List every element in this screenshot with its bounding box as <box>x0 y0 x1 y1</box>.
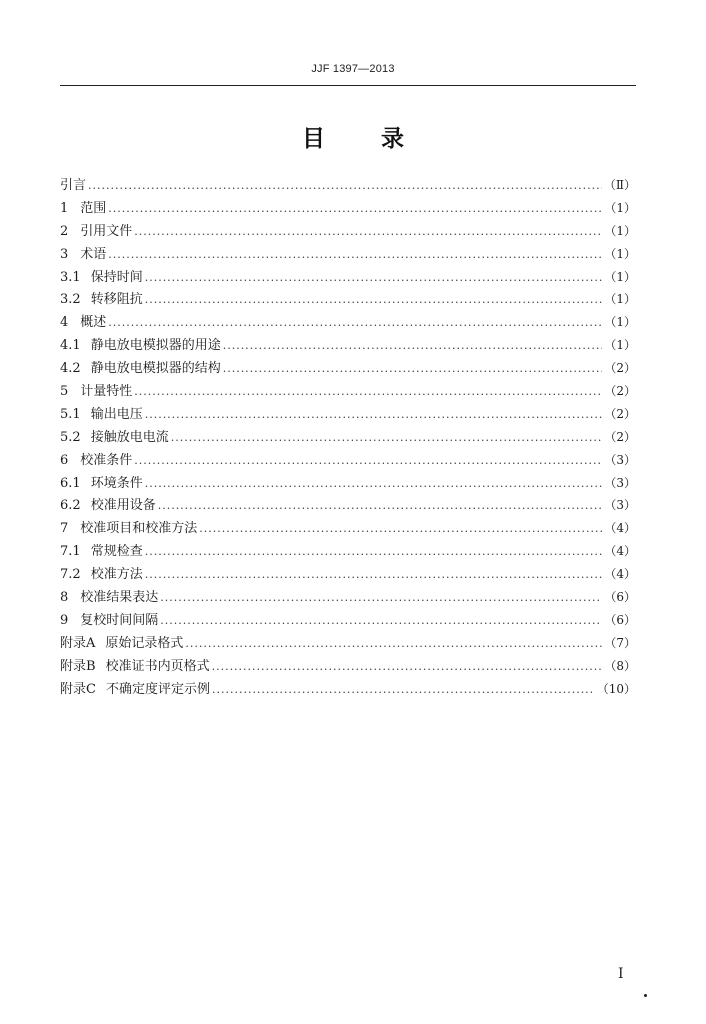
dot-leader <box>223 358 603 381</box>
toc-entry-label: 常规检查 <box>90 544 143 560</box>
toc-entry[interactable] <box>60 220 636 243</box>
toc-entry[interactable] <box>60 197 636 220</box>
toc-entry-number: 6.1 <box>60 475 81 491</box>
dot-leader <box>145 473 603 496</box>
toc-entry[interactable] <box>60 380 636 403</box>
toc-entry-number: 5.1 <box>60 406 81 422</box>
toc-entry[interactable] <box>60 517 636 540</box>
toc-entry-label: 概述 <box>80 315 107 331</box>
toc-entry[interactable] <box>60 472 636 495</box>
dot-leader <box>199 518 602 541</box>
dot-leader <box>160 587 602 610</box>
toc-entry-page: （Ⅱ） <box>603 178 636 192</box>
toc-entry-number: 6 <box>60 452 69 468</box>
toc-entry[interactable] <box>60 586 636 609</box>
toc-entry-label: 转移阻抗 <box>90 292 143 308</box>
toc-entry-page: （2） <box>604 406 636 421</box>
toc-entry-page: （3） <box>604 498 636 513</box>
toc-entry-label: 静电放电模拟器的结构 <box>90 361 221 377</box>
toc-entry-label: 复校时间间隔 <box>80 612 159 628</box>
toc-entry-page: （1） <box>604 338 636 353</box>
toc-entry-number: 5.2 <box>60 429 81 445</box>
toc-entry-number: 7.1 <box>60 544 81 560</box>
toc-entry-number: 1 <box>60 200 69 216</box>
toc-entry-label: 不确定度评定示例 <box>105 681 210 697</box>
dot-leader <box>185 633 602 656</box>
toc-entry-number: 附录C <box>60 681 96 697</box>
toc-entry[interactable] <box>60 334 636 357</box>
dot-leader <box>145 541 603 564</box>
dot-leader <box>223 335 603 358</box>
toc-entry-label: 保持时间 <box>90 269 143 285</box>
dot-leader <box>108 244 602 267</box>
toc-entry-number: 7.2 <box>60 567 81 583</box>
toc-entry-label: 输出电压 <box>90 406 143 422</box>
toc-entry[interactable] <box>60 174 636 197</box>
dot-leader <box>108 312 602 335</box>
toc-entry-number: 8 <box>60 590 69 606</box>
dot-leader <box>145 404 603 427</box>
toc-entry[interactable] <box>60 655 636 678</box>
toc-entry-number: 3.2 <box>60 292 81 308</box>
toc-entry-number: 4.2 <box>60 361 81 377</box>
toc-entry-page: （3） <box>604 452 636 467</box>
toc-entry-label: 引用文件 <box>80 223 133 239</box>
toc-entry[interactable] <box>60 288 636 311</box>
toc-entry-label: 校准证书内页格式 <box>105 658 210 674</box>
toc-entry-number: 3.1 <box>60 269 81 285</box>
toc-entry-label: 接触放电电流 <box>90 429 169 445</box>
toc-entry-label: 原始记录格式 <box>105 635 184 651</box>
toc-entry-page: （4） <box>604 544 636 559</box>
toc-entry-page: （1） <box>604 200 636 215</box>
toc-entry[interactable] <box>60 632 636 655</box>
dot-leader <box>145 564 603 587</box>
toc-entry-label: 范围 <box>80 200 107 216</box>
toc-entry-label: 引言 <box>60 178 87 193</box>
toc-entry-label: 校准结果表达 <box>80 590 159 606</box>
toc-entry-number: 5 <box>60 384 69 400</box>
toc-entry-number: 7 <box>60 521 69 537</box>
toc-entry-label: 静电放电模拟器的用途 <box>90 338 221 354</box>
toc-entry-label: 环境条件 <box>90 475 143 491</box>
page-number: Ⅰ <box>618 966 624 982</box>
toc-entry-label: 计量特性 <box>80 384 133 400</box>
toc-entry-page: （2） <box>604 361 636 376</box>
toc-entry[interactable] <box>60 357 636 380</box>
toc-entry-label: 术语 <box>80 246 107 262</box>
toc-entry-page: （10） <box>596 681 636 696</box>
toc-entry-number: 2 <box>60 223 69 239</box>
toc-entry-number: 6.2 <box>60 498 81 514</box>
dot-leader <box>160 610 602 633</box>
dot-leader <box>88 175 602 198</box>
header-rule <box>60 85 636 86</box>
toc-entry-number: 9 <box>60 612 69 628</box>
toc-entry-label: 校准用设备 <box>90 498 156 514</box>
toc-entry[interactable] <box>60 449 636 472</box>
toc-entry-page: （1） <box>604 292 636 307</box>
dot-leader <box>212 656 603 679</box>
toc-entry-page: （8） <box>604 658 636 673</box>
document-header: JJF 1397—2013 <box>311 63 395 75</box>
toc-entry-number: 附录A <box>60 635 96 651</box>
toc-entry[interactable] <box>60 678 636 701</box>
toc-entry[interactable] <box>60 403 636 426</box>
toc-entry-number: 3 <box>60 246 69 262</box>
toc-entry-page: （7） <box>604 635 636 650</box>
toc-entry-label: 校准项目和校准方法 <box>80 521 198 537</box>
toc-entry-page: （1） <box>604 315 636 330</box>
toc-entry[interactable] <box>60 609 636 632</box>
dot-leader <box>158 495 603 518</box>
table-of-contents <box>60 174 636 700</box>
dot-leader <box>212 679 595 702</box>
dot-leader <box>134 450 602 473</box>
toc-entry[interactable] <box>60 563 636 586</box>
toc-entry-page: （6） <box>604 590 636 605</box>
toc-entry[interactable] <box>60 426 636 449</box>
toc-entry-label: 校准条件 <box>80 452 133 468</box>
dot-leader <box>134 221 602 244</box>
toc-entry-page: （1） <box>604 269 636 284</box>
toc-entry-number: 附录B <box>60 658 96 674</box>
dot-leader <box>171 427 603 450</box>
toc-entry[interactable] <box>60 311 636 334</box>
toc-entry-page: （4） <box>604 521 636 536</box>
toc-entry-label: 校准方法 <box>90 567 143 583</box>
toc-entry-page: （3） <box>604 475 636 490</box>
toc-entry-number: 4.1 <box>60 338 81 354</box>
toc-entry[interactable] <box>60 243 636 266</box>
toc-entry-page: （2） <box>604 429 636 444</box>
toc-entry-page: （1） <box>604 246 636 261</box>
dot-leader <box>145 289 603 312</box>
toc-entry[interactable] <box>60 540 636 563</box>
toc-entry-page: （6） <box>604 612 636 627</box>
scan-speck <box>644 994 647 997</box>
dot-leader <box>108 198 602 221</box>
toc-entry[interactable] <box>60 266 636 289</box>
toc-entry-page: （2） <box>604 384 636 399</box>
dot-leader <box>145 267 603 290</box>
toc-entry-number: 4 <box>60 315 69 331</box>
page-title: 目录 <box>302 126 460 152</box>
toc-entry-page: （4） <box>604 567 636 582</box>
toc-entry[interactable] <box>60 494 636 517</box>
toc-entry-page: （1） <box>604 223 636 238</box>
dot-leader <box>134 381 602 404</box>
